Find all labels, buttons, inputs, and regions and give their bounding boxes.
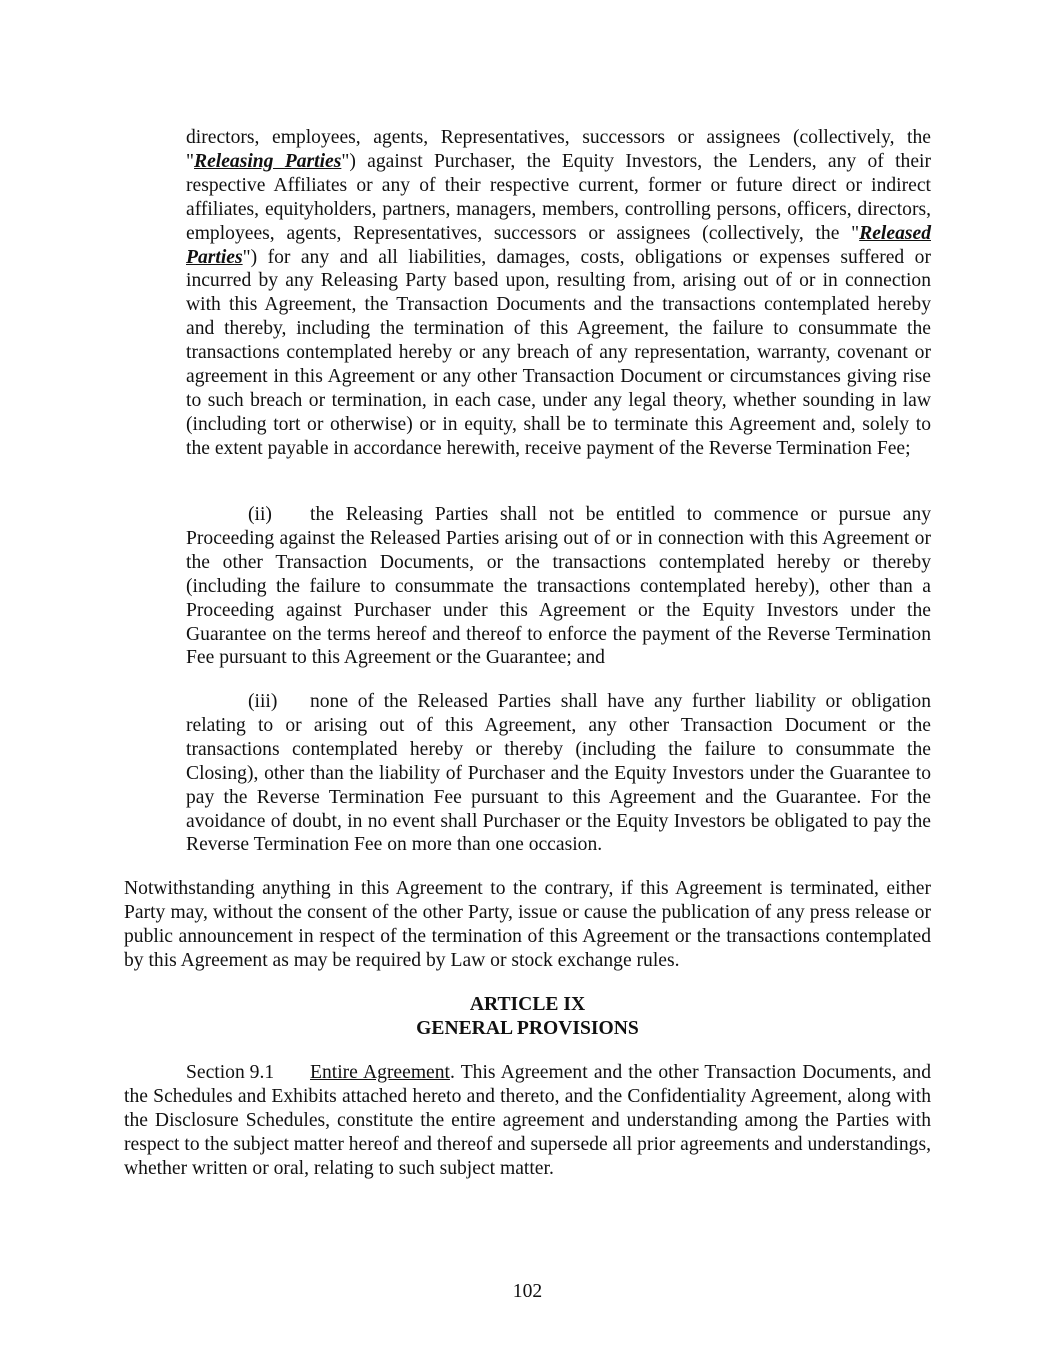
section-number: Section 9.1 (186, 1062, 275, 1083)
paragraph-iii (186, 690, 931, 857)
clause-number: (iii) (248, 691, 278, 712)
section-title: Entire Agreement (310, 1062, 450, 1083)
paragraph-i-continuation (186, 126, 931, 461)
section-9-1 (124, 1061, 931, 1181)
paragraph-text: none of the Released Parties shall have any further liability or obligation relating to or arising out of this Agreement, any other Transaction Document or the transactions contemplated hereby or thereby (including the failure to consummate the Closing), other than the liability of Purchaser and the Equity Investors under the Guarantee to pay the Reverse Termination Fee pursuant to this Agreement and the Guarantee. For the avoidance of doubt, in no event shall Purchaser or the Equity Investors be obligated to pay the Reverse Termination Fee on more than one occasion. (186, 691, 931, 856)
paragraph-text: ") for any and all liabilities, damages, costs, obligations or expenses suffered or incurred by any Releasing Party based upon, resulting from, arising out of or in connection with this Agreement, the Transaction Documents and the transactions contemplated hereby and thereby, including the termination of this Agreement, the failure to consummate the transactions contemplated hereby or any breach of any representation, warranty, covenant or agreement in this Agreement or any other Transaction Document or circumstances giving rise to such breach or termination, in each case, under any legal theory, whether sounding in law (including tort or otherwise) or in equity, shall be to terminate this Agreement and, solely to the extent payable in accordance herewith, receive payment of the Reverse Termination Fee; (186, 246, 931, 459)
defined-term-released-parties: Released Parties (186, 222, 931, 268)
page-number: 102 (512, 1281, 543, 1302)
clause-number: (ii) (248, 504, 272, 525)
article-number: ARTICLE IX (469, 994, 586, 1015)
paragraph-text: the Releasing Parties shall not be entitled to commence or pursue any Proceeding against the Released Parties arising out of or in connection with this Agreement or the other Transaction Documents, or the transactions contemplated hereby or thereby (including the failure to consummate the transactions contemplated hereby), other than a Proceeding against Purchaser under this Agreement or the Equity Investors under the Guarantee on the terms hereof and thereof to enforce the payment of the Reverse Termination Fee pursuant to this Agreement or the Guarantee; and (186, 504, 931, 669)
article-title: GENERAL PROVISIONS (416, 1018, 639, 1039)
paragraph-text: directors, employees, agents, Representatives, successors or assignees (collectively, the " (186, 127, 931, 172)
defined-term-releasing-parties: Releasing Parties (194, 150, 342, 172)
paragraph-text: ") against Purchaser, the Equity Investors, the Lenders, any of their respective Affiliates or any of their respective current, former or future direct or indirect affiliates, equityholders, partners, managers, members, controlling persons, officers, directors, employees, agents, Representatives, successors or assignees (collectively, the " (186, 150, 932, 244)
section-text: . This Agreement and the other Transaction Documents, and the Schedules and Exhibits attached hereto and thereto, and the Confidentiality Agreement, along with the Disclosure Schedules, constitute the entire agreement and understanding among the Parties with respect to the subject matter hereof and thereof and supersede all prior agreements and understandings, whether written or oral, relating to such subject matter. (124, 1062, 931, 1179)
paragraph-notwithstanding: Notwithstanding anything in this Agreement to the contrary, if this Agreement is terminated, either Party may, without the consent of the other Party, issue or cause the publication of any press release or public announcement in respect of the termination of this Agreement or the transactions contemplated by this Agreement as may be required by Law or stock exchange rules. (124, 878, 931, 971)
paragraph-ii (186, 503, 931, 670)
